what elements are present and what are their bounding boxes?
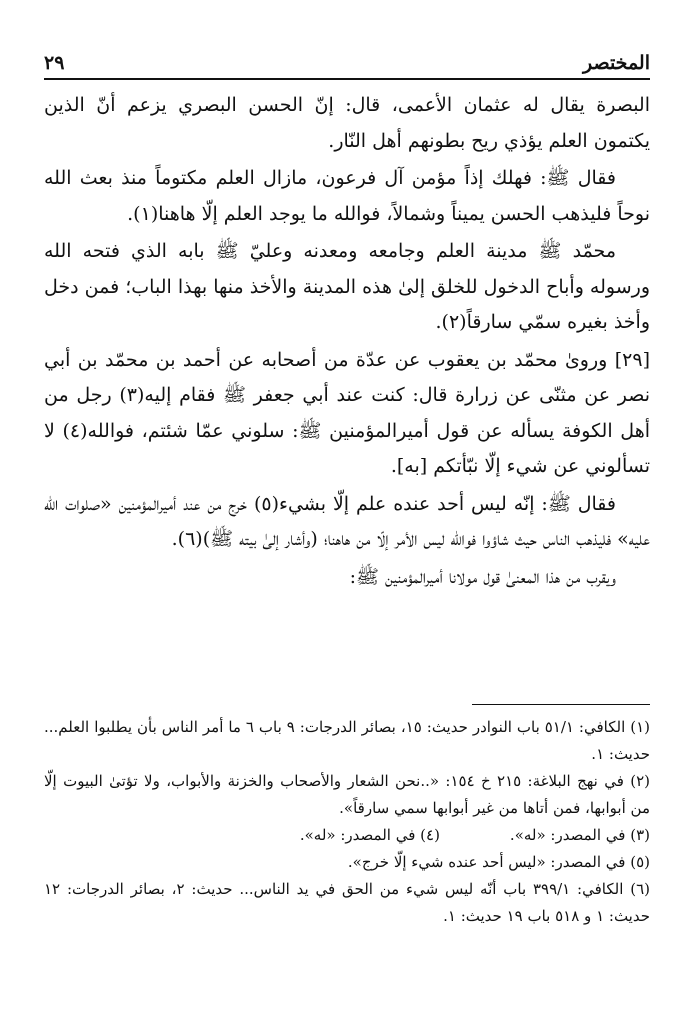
footnote-5: (٥) في المصدر: «ليس أحد عنده شيء إلّا خرج».: [347, 853, 650, 871]
footnote-2: (٢) في نهج البلاغة: ٢١٥ خ ١٥٤: «..نحن الشعار والأصحاب والخزنة والأبواب، ولا تؤتىٰ البيوت إلّا من أبوابها، فمن أتاها من غير أبوابها سمي سارقاً».: [44, 772, 650, 817]
footnote-6: (٦) الكافي: ٣٩٩/١ باب أنّه ليس شيء من الحق في يد الناس... حديث: ٢، بصائر الدرجات: ١٢ حديث: ١ و ٥١٨ باب ١٩ حديث: ١.: [44, 880, 650, 925]
page-header: [44, 40, 650, 80]
footnote-3: (٣) في المصدر: «له».: [509, 826, 650, 844]
paragraph-6: ويقرب من هذا المعنىٰ قول مولانا أميرالمؤمنين ﷺ:: [349, 565, 616, 588]
paragraph-5: فقال ﷺ: إنّه ليس أحد عنده علم إلّا بشيء(٥) خرج من عند أميرالمؤمنين «صلوات الله عليه» فليذهب الناس حيث شاؤوا فوالله ليس الأمر إلّا من هاهنا؛ (وأشار إلىٰ بيته ﷺ)(٦).: [44, 492, 650, 550]
page-number: ٢٩: [44, 52, 65, 74]
footnote-1: (١) الكافي: ٥١/١ باب النوادر حديث: ١٥، بصائر الدرجات: ٩ باب ٦ ما أمر الناس بأن يطلبوا العلم... حديث: ١.: [44, 718, 650, 763]
paragraph-2: فقال ﷺ: فهلك إذاً مؤمن آل فرعون، مازال العلم مكتوماً منذ بعث الله نوحاً فليذهب الحسن يميناً وشمالاً، فوالله ما يوجد العلم إلّا هاهنا(١).: [44, 167, 650, 225]
paragraph-1: البصرة يقال له عثمان الأعمى، قال: إنّ الحسن البصري يزعم أنّ الذين يكتمون العلم يؤذي ريح بطونهم أهل النّار.: [44, 94, 650, 152]
footnotes: [44, 714, 650, 930]
footnote-pair: [44, 822, 650, 849]
footnote-4: (٤) في المصدر: «له».: [299, 826, 440, 844]
footnote-separator: [472, 704, 650, 705]
running-title: المختصر: [582, 52, 650, 74]
paragraph-hadith-29: [٢٩] وروىٰ محمّد بن يعقوب عن عدّة من أصحابه عن أحمد بن محمّد بن أبي نصر عن مثنّى عن زرارة قال: كنت عند أبي جعفر ﷺ فقام إليه(٣) رجل من أهل الكوفة يسأله عن قول أميرالمؤمنين ﷺ: سلوني عمّا شئتم، فوالله(٤) لا تسألوني عن شيء إلّا نبّأتكم [به].: [44, 348, 650, 477]
paragraph-3: محمّد ﷺ مدينة العلم وجامعه ومعدنه وعليّ ﷺ بابه الذي فتحه الله ورسوله وأباح الدخول للخلق إلىٰ هذه المدينة والأخذ منها بهذا الباب؛ فمن دخل وأخذ بغيره سمّي سارقاً(٢).: [44, 240, 650, 333]
main-text: [44, 88, 650, 597]
